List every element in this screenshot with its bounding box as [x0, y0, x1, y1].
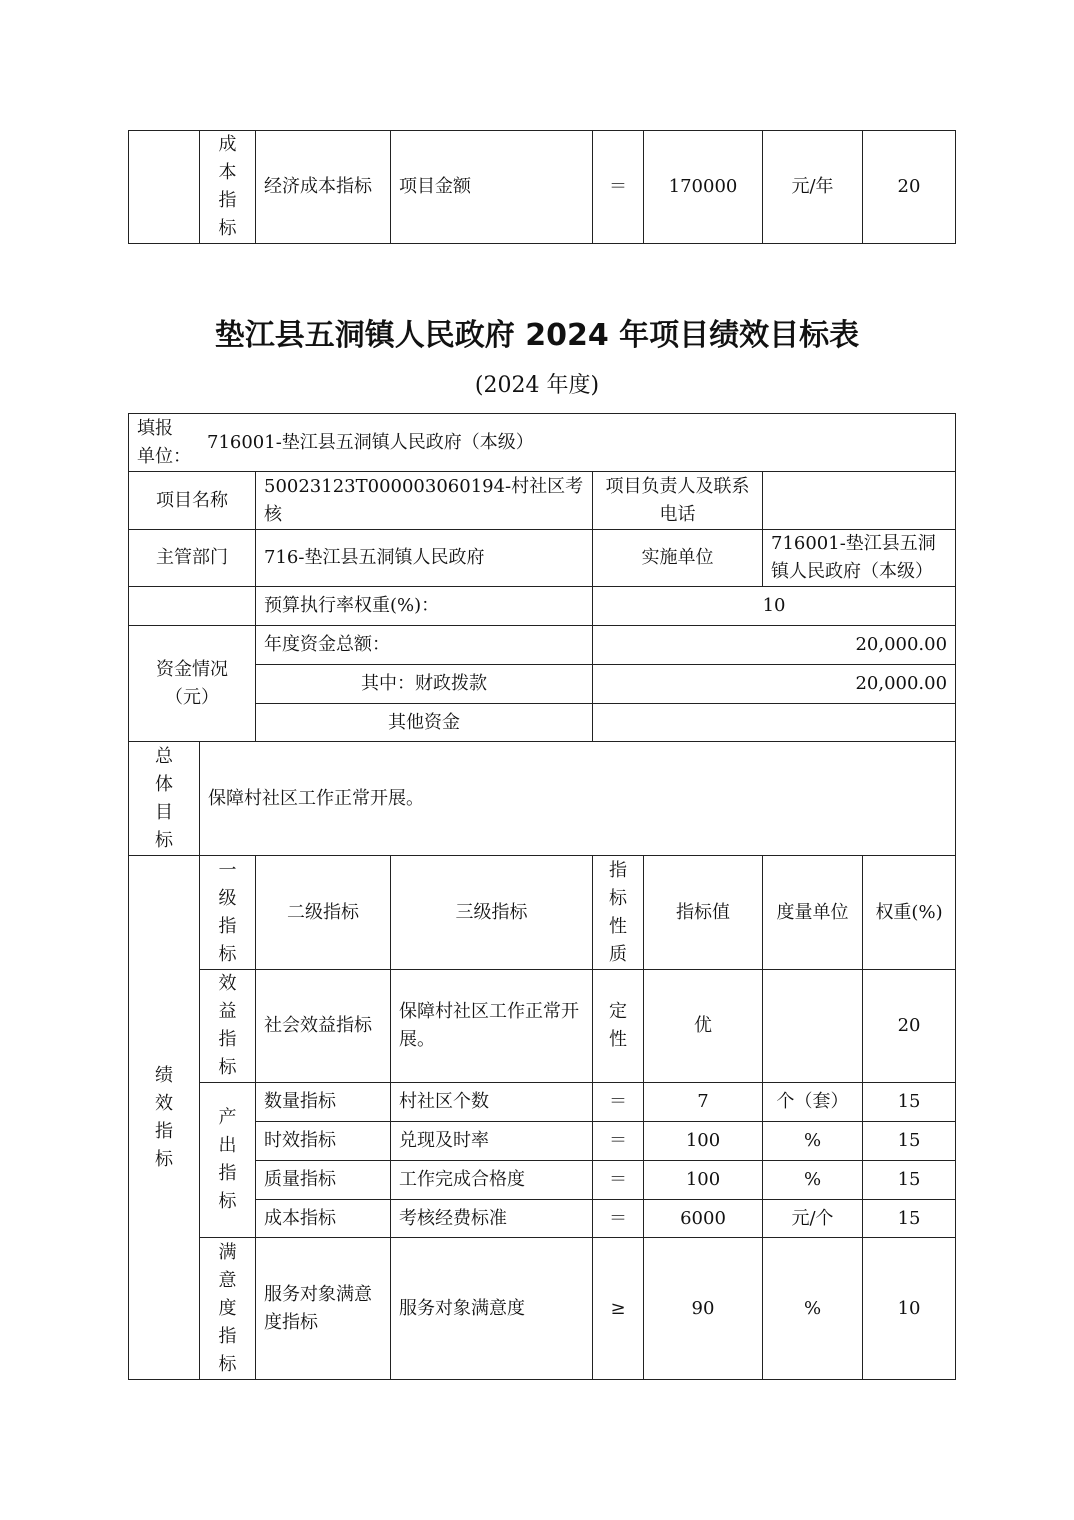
benefit-level3: 保障村社区工作正常开展。	[391, 970, 593, 1083]
table-row-value: 6000	[644, 1200, 763, 1238]
level3-amount-label: 项目金额	[391, 131, 593, 244]
level2-cost-label: 经济成本指标	[256, 131, 391, 244]
table-row-level3: 工作完成合格度	[391, 1161, 593, 1200]
fiscal-value: 20,000.00	[593, 665, 956, 704]
empty-cell	[129, 587, 256, 626]
table-row-value: 7	[644, 1083, 763, 1122]
table-row-unit: 个（套）	[763, 1083, 863, 1122]
table-row-weight: 15	[863, 1122, 956, 1161]
dept-value: 716-垫江县五洞镇人民政府	[256, 530, 593, 587]
satisfaction-weight: 10	[863, 1238, 956, 1380]
other-funds-label: 其他资金	[256, 704, 593, 742]
fiscal-label: 其中：财政拨款	[256, 665, 593, 704]
nature-cell: ＝	[593, 131, 644, 244]
budget-rate-label: 预算执行率权重(%)：	[256, 587, 593, 626]
header-unit: 度量单位	[763, 856, 863, 970]
page-subtitle: (2024 年度)	[474, 373, 600, 398]
fill-unit-label: 填报 单位：	[137, 417, 191, 467]
satisfaction-nature: ≥	[593, 1238, 644, 1380]
leader-value	[763, 472, 956, 530]
table-row-weight: 15	[863, 1083, 956, 1122]
header-level1: 一 级 指 标	[200, 856, 256, 970]
project-name-label: 项目名称	[129, 472, 256, 530]
page-title: 垫江县五洞镇人民政府 2024 年项目绩效目标表	[214, 318, 860, 353]
table-row-nature: ＝	[593, 1122, 644, 1161]
benefit-level1: 效 益 指 标	[200, 970, 256, 1083]
funds-label: 资金情况 （元）	[129, 626, 256, 742]
table-row-value: 100	[644, 1122, 763, 1161]
header-value: 指标值	[644, 856, 763, 970]
benefit-weight: 20	[863, 970, 956, 1083]
satisfaction-level1: 满 意 度 指 标	[200, 1238, 256, 1380]
table-row-level2: 时效指标	[256, 1122, 391, 1161]
satisfaction-level2: 服务对象满意度指标	[256, 1238, 391, 1380]
fill-unit-row	[129, 414, 956, 472]
table-row-level3: 兑现及时率	[391, 1122, 593, 1161]
benefit-value: 优	[644, 970, 763, 1083]
table-row-level3: 村社区个数	[391, 1083, 593, 1122]
annual-total-label: 年度资金总额：	[256, 626, 593, 665]
top-continuation-table	[128, 130, 956, 244]
dept-label: 主管部门	[129, 530, 256, 587]
other-funds-value	[593, 704, 956, 742]
table-row-weight: 15	[863, 1161, 956, 1200]
unit-cell: 元/年	[763, 131, 863, 244]
perf-label: 绩 效 指 标	[129, 856, 200, 1380]
impl-label: 实施单位	[593, 530, 763, 587]
table-row-level2: 质量指标	[256, 1161, 391, 1200]
table-row-level2: 数量指标	[256, 1083, 391, 1122]
satisfaction-unit: %	[763, 1238, 863, 1380]
budget-rate-value: 10	[593, 587, 956, 626]
leader-label: 项目负责人及联系电话	[593, 472, 763, 530]
table-row-unit: %	[763, 1161, 863, 1200]
header-level3: 三级指标	[391, 856, 593, 970]
output-level1: 产 出 指 标	[200, 1083, 256, 1238]
satisfaction-level3: 服务对象满意度	[391, 1238, 593, 1380]
benefit-nature: 定 性	[593, 970, 644, 1083]
weight-cell: 20	[863, 131, 956, 244]
table-row-unit: 元/个	[763, 1200, 863, 1238]
project-name-value: 50023123T000003060194-村社区考核	[256, 472, 593, 530]
table-row-value: 100	[644, 1161, 763, 1200]
table-row-nature: ＝	[593, 1200, 644, 1238]
goal-value: 保障村社区工作正常开展。	[200, 742, 956, 856]
impl-value: 716001-垫江县五洞镇人民政府（本级）	[763, 530, 956, 587]
table-row-level3: 考核经费标准	[391, 1200, 593, 1238]
header-level2: 二级指标	[256, 856, 391, 970]
level1-cost-label: 成 本 指 标	[200, 131, 256, 244]
annual-total-value: 20,000.00	[593, 626, 956, 665]
goal-label: 总 体 目 标	[129, 742, 200, 856]
table-row-weight: 15	[863, 1200, 956, 1238]
benefit-level2: 社会效益指标	[256, 970, 391, 1083]
value-cell: 170000	[644, 131, 763, 244]
table-row-nature: ＝	[593, 1161, 644, 1200]
table-row-nature: ＝	[593, 1083, 644, 1122]
fill-unit-value: 716001-垫江县五洞镇人民政府（本级）	[207, 431, 534, 453]
benefit-unit	[763, 970, 863, 1083]
header-nature: 指 标 性 质	[593, 856, 644, 970]
satisfaction-value: 90	[644, 1238, 763, 1380]
empty-cell	[129, 131, 200, 244]
performance-target-table	[128, 413, 956, 1380]
table-row-unit: %	[763, 1122, 863, 1161]
header-weight: 权重(%)	[863, 856, 956, 970]
table-row-level2: 成本指标	[256, 1200, 391, 1238]
